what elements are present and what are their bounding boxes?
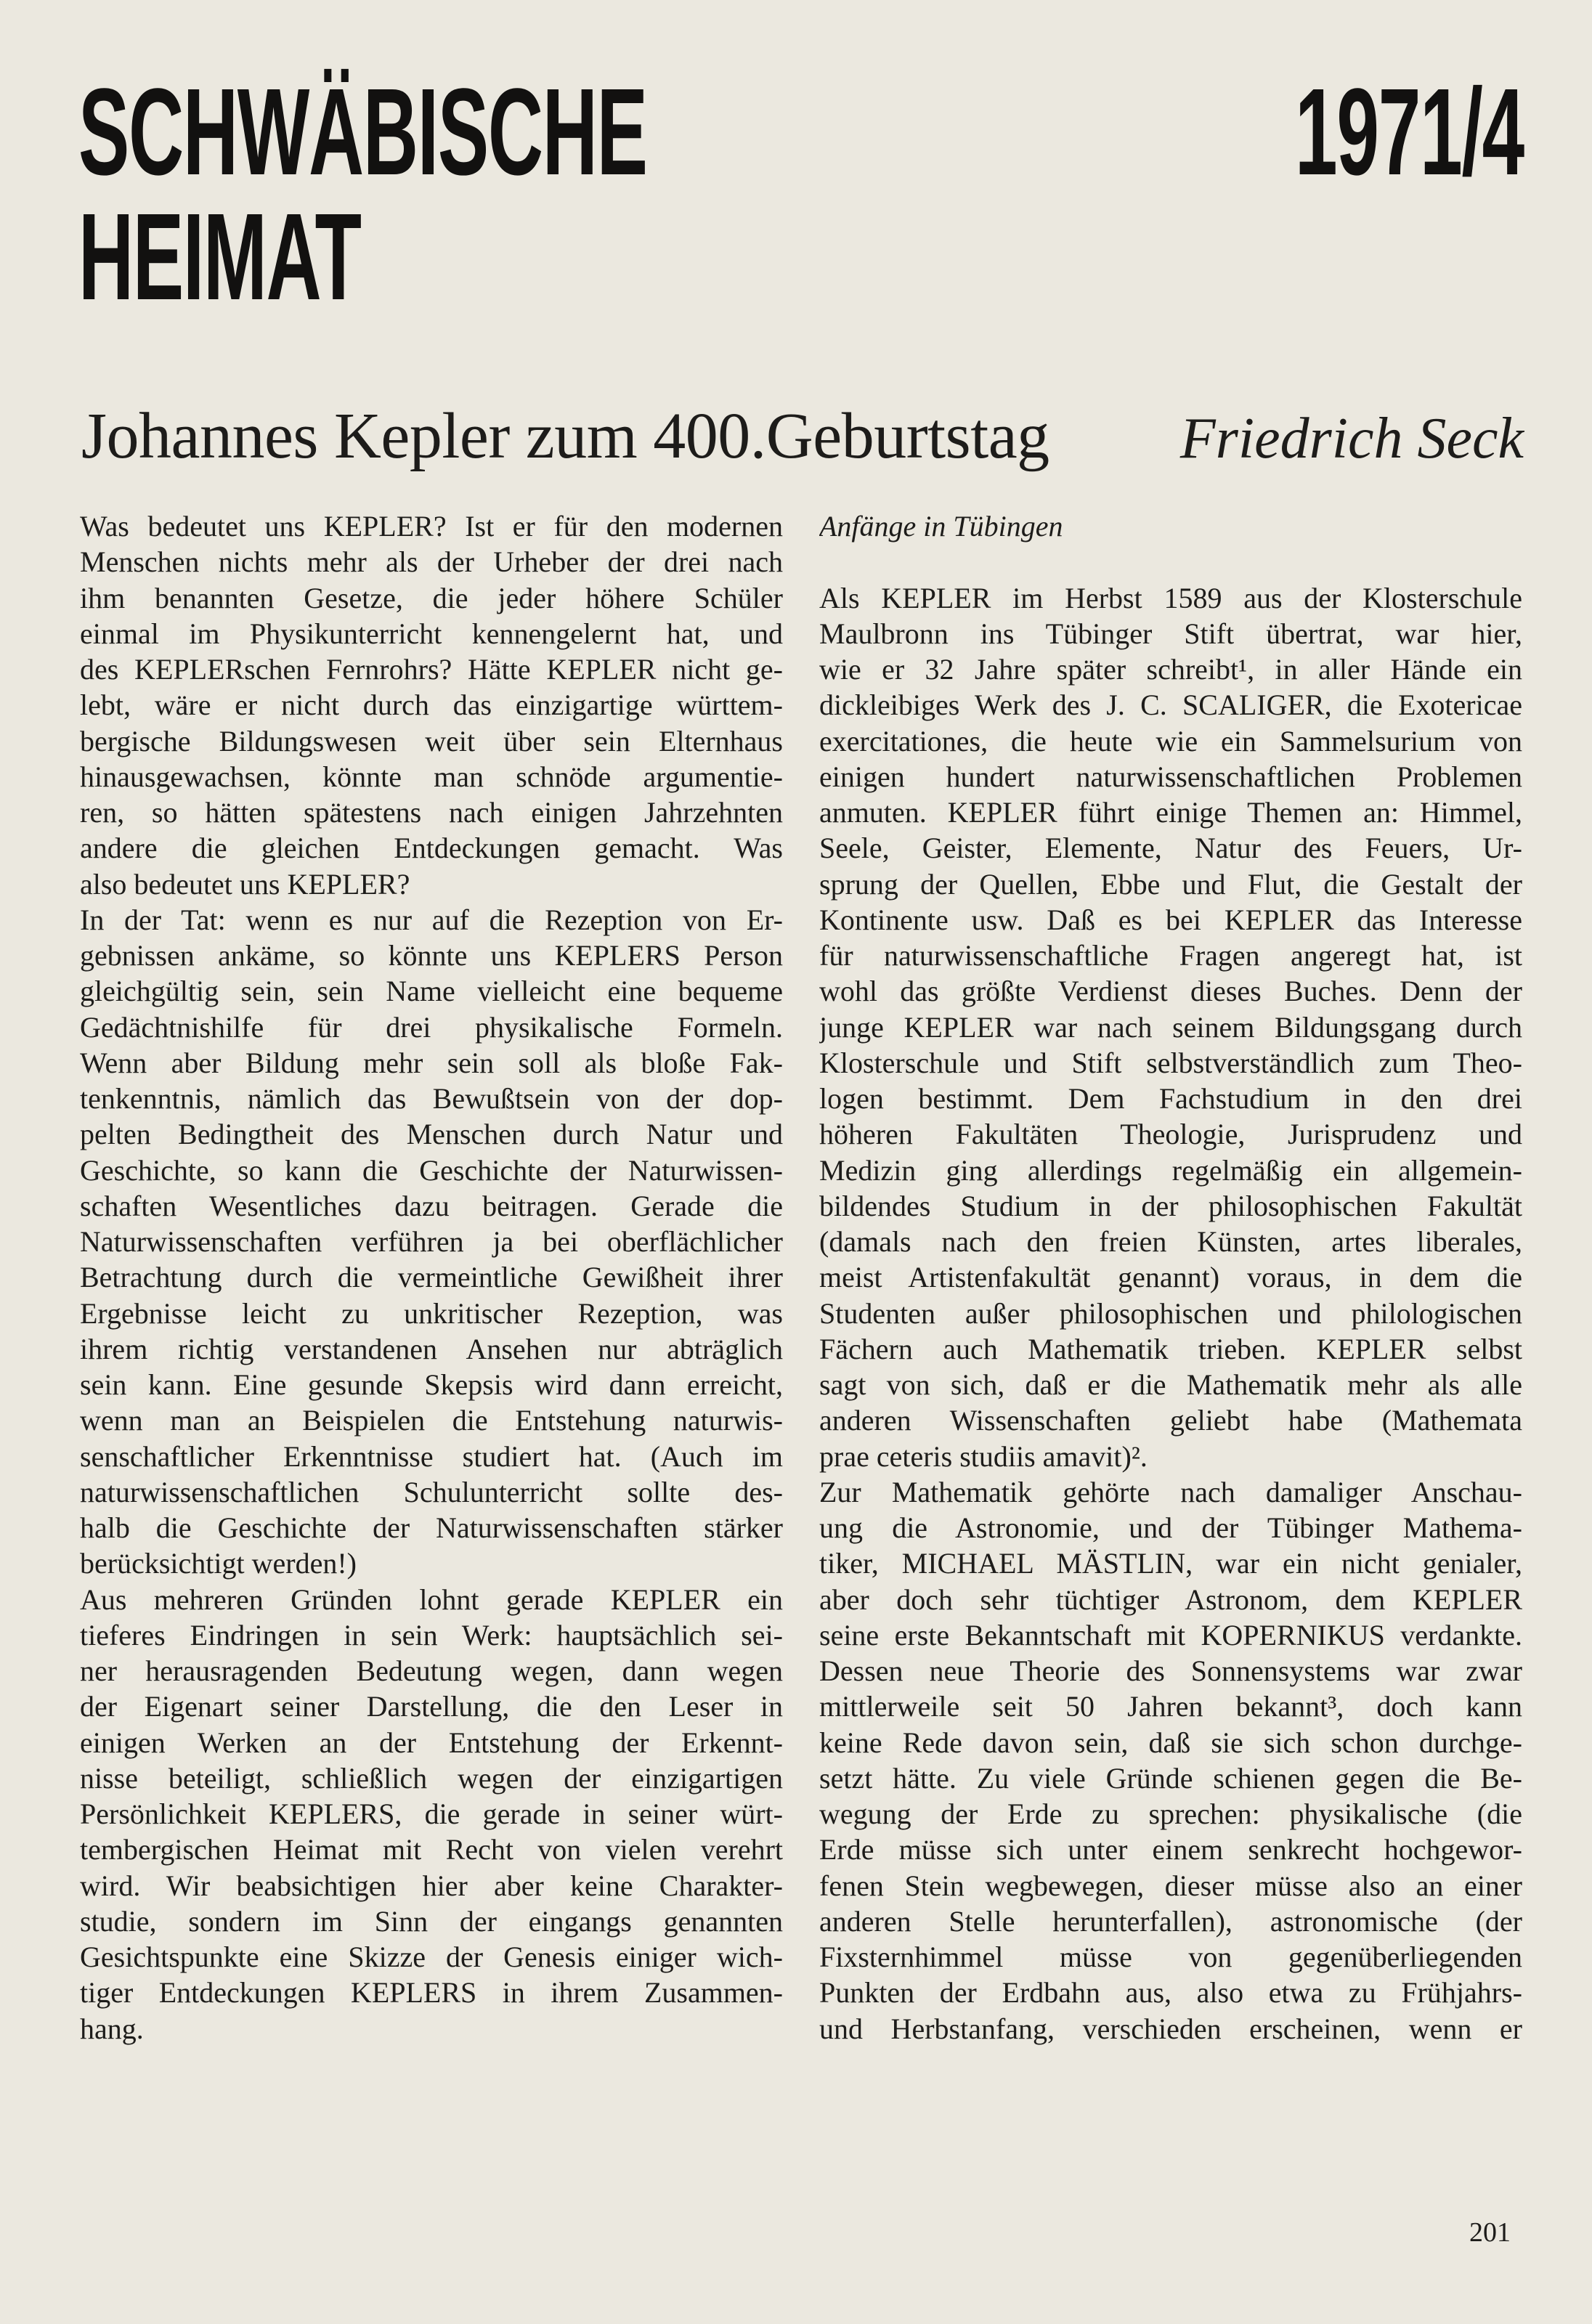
text-line: Seele, Geister, Elemente, Natur des Feuers, Ur- bbox=[819, 832, 1522, 865]
text-line: dickleibiges Werk des J. C. SCALIGER, die Exotericae bbox=[819, 688, 1522, 722]
text-line: anmuten. KEPLER führt einige Themen an: Himmel, bbox=[819, 796, 1522, 829]
text-line: der Eigenart seiner Darstellung, die den Leser in bbox=[80, 1690, 783, 1723]
page-number: 201 bbox=[1469, 2217, 1511, 2248]
text-line: also bedeutet uns KEPLER? bbox=[80, 867, 410, 901]
text-line: seine erste Bekanntschaft mit KOPERNIKUS verdankte. bbox=[819, 1618, 1522, 1651]
section-subheading: Anfänge in Tübingen bbox=[819, 510, 1063, 543]
text-line: Betrachtung durch die vermeintliche Gewißheit ihrer bbox=[80, 1261, 783, 1294]
text-line: pelten Bedingtheit des Menschen durch Natur und bbox=[80, 1118, 783, 1151]
article-author: Friedrich Seck bbox=[1179, 407, 1524, 471]
text-line: gebnissen ankäme, so könnte uns KEPLERS Person bbox=[80, 939, 783, 972]
text-line: Dessen neue Theorie des Sonnensystems war zwar bbox=[819, 1654, 1522, 1687]
text-line: In der Tat: wenn es nur auf die Rezeption von Er- bbox=[80, 903, 783, 936]
text-line: naturwissenschaftlichen Schulunterricht sollte des- bbox=[80, 1475, 783, 1508]
text-line: hang. bbox=[80, 2012, 144, 2045]
text-line: einigen Werken an der Entstehung der Erkennt- bbox=[80, 1726, 783, 1759]
masthead bbox=[78, 63, 1524, 326]
text-line: sein kann. Eine gesunde Skepsis wird dann erreicht, bbox=[80, 1368, 783, 1401]
text-line: Naturwissenschaften verführen ja bei oberflächlicher bbox=[80, 1225, 783, 1258]
text-line: höheren Fakultäten Theologie, Jurisprudenz und bbox=[819, 1118, 1522, 1151]
article-title: Johannes Kepler zum 400.Geburtstag bbox=[81, 400, 1049, 472]
right-text-column bbox=[819, 508, 1522, 2047]
text-line: Maulbronn ins Tübinger Stift übertrat, war hier, bbox=[819, 617, 1522, 650]
text-line: anderen Wissenschaften geliebt habe (Mathemata bbox=[819, 1404, 1522, 1437]
text-line: meist Artistenfakultät genannt) voraus, in dem die bbox=[819, 1261, 1522, 1294]
text-line: schaften Wesentliches dazu beitragen. Gerade die bbox=[80, 1189, 783, 1222]
text-line: einmal im Physikunterricht kennengelernt hat, und bbox=[80, 617, 783, 650]
text-line: ihrem richtig verstandenen Ansehen nur abträglich bbox=[80, 1332, 783, 1365]
text-line: ung die Astronomie, und der Tübinger Mathema- bbox=[819, 1511, 1522, 1544]
text-line: wie er 32 Jahre später schreibt¹, in aller Hände ein bbox=[819, 653, 1522, 686]
blank-line bbox=[819, 544, 1522, 580]
magazine-title: SCHWÄBISCHE HEIMAT bbox=[78, 63, 647, 326]
text-line: Geschichte, so kann die Geschichte der Naturwissen- bbox=[80, 1153, 783, 1187]
text-line: Als KEPLER im Herbst 1589 aus der Klosterschule bbox=[819, 581, 1522, 614]
text-line: setzt hätte. Zu viele Gründe schienen gegen die Be- bbox=[819, 1761, 1522, 1795]
text-line: für naturwissenschaftliche Fragen angeregt hat, ist bbox=[819, 939, 1522, 972]
left-text-column bbox=[80, 508, 783, 2047]
text-line: prae ceteris studiis amavit)². bbox=[819, 1439, 1148, 1473]
text-line: Persönlichkeit KEPLERS, die gerade in seiner würt- bbox=[80, 1797, 783, 1830]
text-line: Punkten der Erdbahn aus, also etwa zu Frühjahrs- bbox=[819, 1976, 1522, 2010]
text-line: gleichgültig sein, sein Name vielleicht eine bequeme bbox=[80, 975, 783, 1008]
text-line: tiger Entdeckungen KEPLERS in ihrem Zusammen- bbox=[80, 1976, 783, 2010]
text-line: Fächern auch Mathematik trieben. KEPLER selbst bbox=[819, 1332, 1522, 1365]
text-line: tembergischen Heimat mit Recht von vielen verehrt bbox=[80, 1833, 783, 1866]
text-line: und Herbstanfang, verschieden erscheinen, wenn er bbox=[819, 2012, 1522, 2045]
text-line: bildendes Studium in der philosophischen Fakultät bbox=[819, 1189, 1522, 1222]
text-line: junge KEPLER war nach seinem Bildungsgang durch bbox=[819, 1010, 1522, 1044]
text-line: Medizin ging allerdings regelmäßig ein allgemein- bbox=[819, 1153, 1522, 1187]
text-line: Klosterschule und Stift selbstverständlich zum Theo- bbox=[819, 1046, 1522, 1079]
text-line: senschaftlicher Erkenntnisse studiert hat. (Auch im bbox=[80, 1439, 783, 1473]
text-line: tenkenntnis, nämlich das Bewußtsein von der dop- bbox=[80, 1082, 783, 1115]
text-line: halb die Geschichte der Naturwissenschaften stärker bbox=[80, 1511, 783, 1544]
text-line: aber doch sehr tüchtiger Astronom, dem KEPLER bbox=[819, 1582, 1522, 1616]
text-line: sagt von sich, daß er die Mathematik mehr als alle bbox=[819, 1368, 1522, 1401]
text-line: mittlerweile seit 50 Jahren bekannt³, doch kann bbox=[819, 1690, 1522, 1723]
text-line: tiker, MICHAEL MÄSTLIN, war ein nicht genialer, bbox=[819, 1547, 1522, 1580]
text-line: keine Rede davon sein, daß sie sich schon durchge- bbox=[819, 1726, 1522, 1759]
text-line: ner herausragenden Bedeutung wegen, dann wegen bbox=[80, 1654, 783, 1687]
text-line: Erde müsse sich unter einem senkrecht hochgewor- bbox=[819, 1833, 1522, 1866]
text-line: fenen Stein wegbewegen, dieser müsse also an einer bbox=[819, 1869, 1522, 1902]
text-line: lebt, wäre er nicht durch das einzigartige württem- bbox=[80, 688, 783, 722]
text-line: Gedächtnishilfe für drei physikalische Formeln. bbox=[80, 1010, 783, 1044]
text-line: wohl das größte Verdienst dieses Buches. Denn der bbox=[819, 975, 1522, 1008]
text-line: des KEPLERschen Fernrohrs? Hätte KEPLER nicht ge- bbox=[80, 653, 783, 686]
text-line: sprung der Quellen, Ebbe und Flut, die Gestalt der bbox=[819, 867, 1522, 901]
text-line: wegung der Erde zu sprechen: physikalische (die bbox=[819, 1797, 1522, 1830]
text-line: berücksichtigt werden!) bbox=[80, 1547, 357, 1580]
text-line: Zur Mathematik gehörte nach damaliger Anschau- bbox=[819, 1475, 1522, 1508]
text-line: exercitationes, die heute wie ein Sammelsurium von bbox=[819, 724, 1522, 757]
issue-number: 1971/4 bbox=[1295, 63, 1524, 201]
article-header bbox=[81, 397, 1524, 484]
text-line: tieferes Eindringen in sein Werk: hauptsächlich sei- bbox=[80, 1618, 783, 1651]
text-line: Kontinente usw. Daß es bei KEPLER das Interesse bbox=[819, 903, 1522, 936]
text-line: Ergebnisse leicht zu unkritischer Rezeption, was bbox=[80, 1296, 783, 1330]
text-line: einigen hundert naturwissenschaftlichen Problemen bbox=[819, 760, 1522, 793]
text-line: Studenten außer philosophischen und philologischen bbox=[819, 1296, 1522, 1330]
text-line: Wenn aber Bildung mehr sein soll als bloße Fak- bbox=[80, 1046, 783, 1079]
text-line: Gesichtspunkte eine Skizze der Genesis einiger wich- bbox=[80, 1941, 783, 1973]
text-line: andere die gleichen Entdeckungen gemacht. Was bbox=[80, 832, 783, 865]
text-line: wird. Wir beabsichtigen hier aber keine Charakter- bbox=[80, 1869, 783, 1902]
text-line: Menschen nichts mehr als der Urheber der drei nach bbox=[80, 545, 783, 579]
text-line: wenn man an Beispielen die Entstehung naturwis- bbox=[80, 1404, 783, 1437]
text-line: bergische Bildungswesen weit über sein Elternhaus bbox=[80, 724, 783, 757]
text-line: logen bestimmt. Dem Fachstudium in den drei bbox=[819, 1082, 1522, 1115]
text-line: (damals nach den freien Künsten, artes liberales, bbox=[819, 1225, 1522, 1258]
text-line: anderen Stelle herunterfallen), astronomische (der bbox=[819, 1904, 1522, 1938]
text-line: Aus mehreren Gründen lohnt gerade KEPLER ein bbox=[80, 1582, 783, 1616]
text-line: Fixsternhimmel müsse von gegenüberliegenden bbox=[819, 1941, 1522, 1973]
text-line: Was bedeutet uns KEPLER? Ist er für den modernen bbox=[80, 510, 783, 543]
text-line: studie, sondern im Sinn der eingangs genannten bbox=[80, 1904, 783, 1938]
text-line: ren, so hätten spätestens nach einigen Jahrzehnten bbox=[80, 796, 783, 829]
text-line: ihm benannten Gesetze, die jeder höhere Schüler bbox=[80, 581, 783, 614]
text-line: hinausgewachsen, könnte man schnöde argumentie- bbox=[80, 760, 783, 793]
text-line: nisse beteiligt, schließlich wegen der einzigartigen bbox=[80, 1761, 783, 1795]
